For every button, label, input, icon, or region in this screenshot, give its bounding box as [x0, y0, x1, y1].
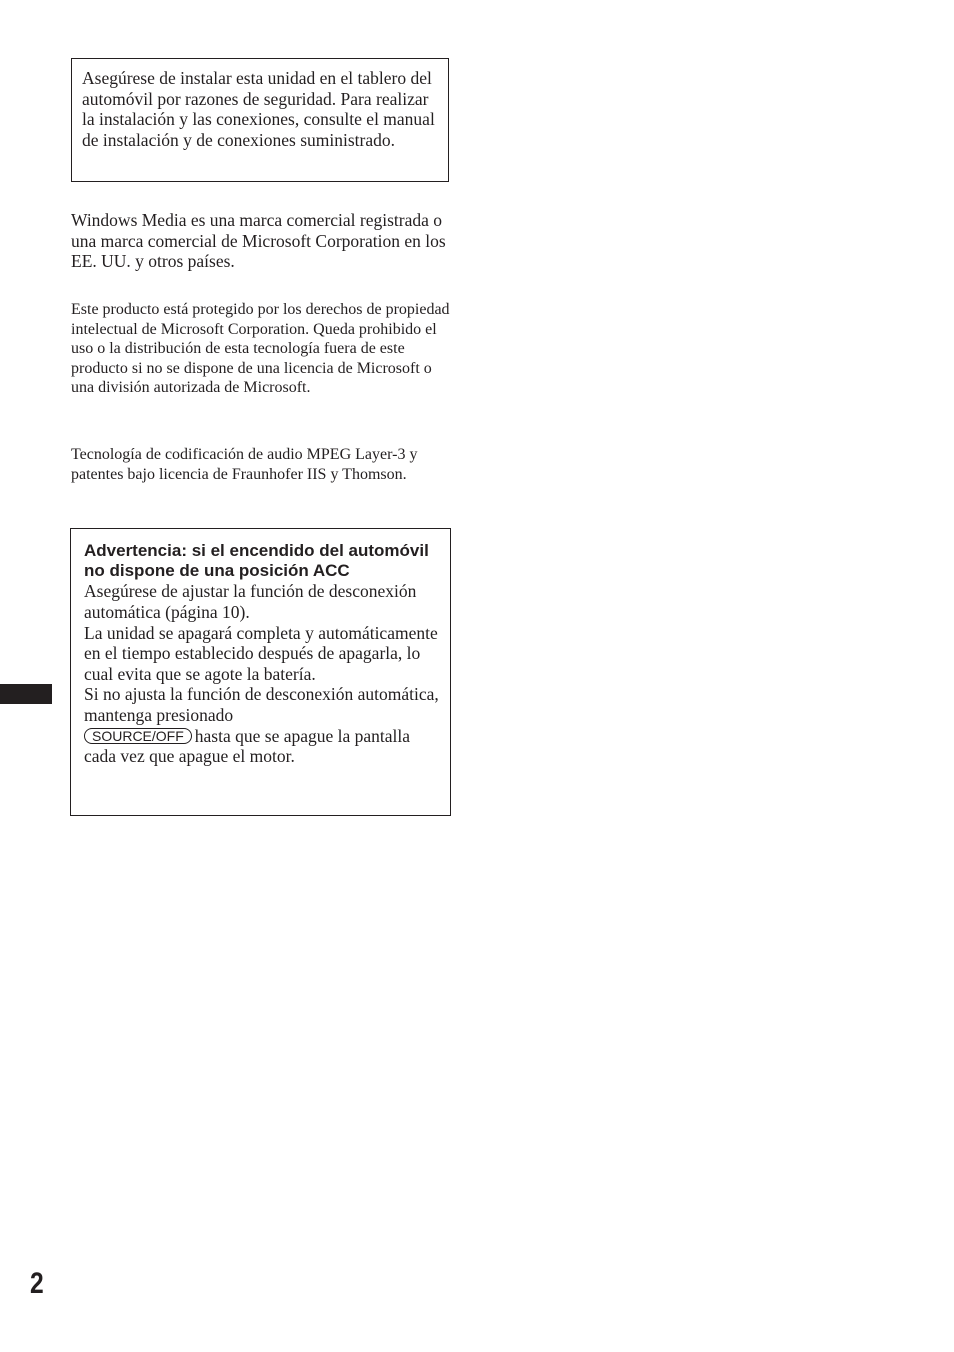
intellectual-property-notice: Este producto está protegido por los derechos de propiedad intelectual de Microsoft Corporation. Queda prohibido el uso o la distribución de esta tecnología fuera de este producto si no se dispone de una licencia de Microsoft o una división autorizada de Microsoft. — [71, 301, 450, 396]
trademark-notice: Windows Media es una marca comercial registrada o una marca comercial de Microsoft Corporation en los EE. UU. y otros países. — [71, 210, 446, 272]
warning-line-instruction-end: hasta que se apague la pantalla cada vez que apague el motor. — [84, 725, 411, 767]
page-number: 2 — [30, 1267, 44, 1300]
warning-title: Advertencia: si el encendido del automóvil no dispone de una posición ACC — [84, 541, 429, 581]
mpeg-license-notice: Tecnología de codificación de audio MPEG Layer-3 y patentes bajo licencia de Fraunhofer IIS y Thomson. — [71, 446, 418, 483]
installation-notice-box — [71, 58, 449, 182]
section-tab-marker — [0, 684, 52, 704]
warning-line-auto-off: Asegúrese de ajustar la función de desconexión automática (página 10). — [84, 581, 417, 622]
acc-warning-box — [70, 528, 451, 816]
warning-line-instruction — [84, 684, 446, 766]
source-off-button-label: SOURCE/OFF — [84, 728, 192, 744]
installation-notice-text: Asegúrese de instalar esta unidad en el tablero del automóvil por razones de seguridad. Para realizar la instalación y las conexiones, consulte el manual de instalación y de conexiones suministrado. — [82, 68, 435, 150]
warning-line-battery: La unidad se apagará completa y automáticamente en el tiempo establecido después de apagarla, lo cual evita que se agote la batería. — [84, 622, 438, 684]
warning-line-instruction-start: Si no ajusta la función de desconexión automática, mantenga presionado — [84, 684, 439, 725]
